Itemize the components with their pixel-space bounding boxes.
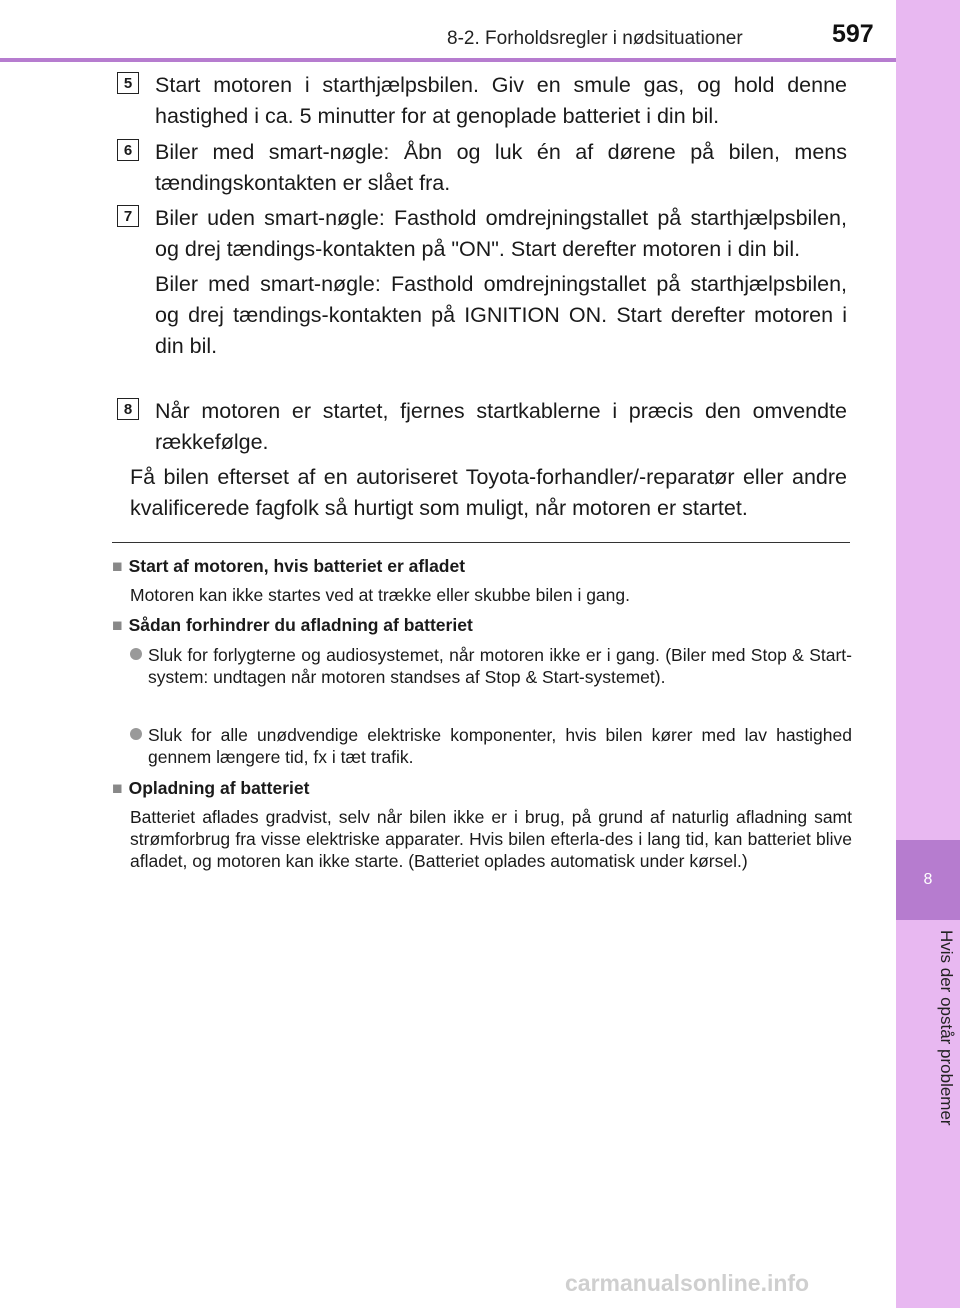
- step-7: [117, 203, 847, 362]
- note-heading: ■ Opladning af batteriet: [112, 778, 310, 798]
- step-subtext: Biler med smart-nøgle: Fasthold omdrejningstallet på starthjælpsbilen, og drej tændings-kontakten på IGNITION ON. Start derefter motoren i din bil.: [155, 272, 847, 358]
- chapter-title: Hvis der opstår problemer: [937, 930, 956, 1126]
- step-number: 5: [117, 72, 139, 94]
- square-bullet-icon: ■: [112, 778, 123, 798]
- square-bullet-icon: ■: [112, 556, 123, 576]
- step-5: [117, 70, 847, 132]
- note-body: Batteriet aflades gradvist, selv når bilen ikke er i brug, på grund af naturlig afladning samt strømforbrug fra visse elektriske apparater. Hvis bilen efterla-des i lang tid, kan batteriet blive afladet, og motoren kan ikke starte. (Batteriet oplades automatisk under kørsel.): [130, 807, 852, 871]
- circle-bullet-icon: [130, 648, 142, 660]
- step-text: Biler uden smart-nøgle: Fasthold omdrejningstallet på starthjælpsbilen, og drej tændings-kontakten på "ON". Start derefter motoren i din bil.: [155, 206, 847, 261]
- bullet-item: Sluk for forlygterne og audiosystemet, når motoren ikke er i gang. (Biler med Stop & Start-system: undtagen når motoren standses af Stop & Start-systemet).: [130, 644, 852, 688]
- circle-bullet-icon: [130, 728, 142, 740]
- bullet-item: Sluk for alle unødvendige elektriske komponenter, hvis bilen kører med lav hastighed gennem længere tid, fx i tæt trafik.: [130, 724, 852, 768]
- step-text: Biler med smart-nøgle: Åbn og luk én af dørene på bilen, mens tændingskontakten er slået fra.: [155, 140, 847, 195]
- note-body: Motoren kan ikke startes ved at trække eller skubbe bilen i gang.: [130, 585, 630, 605]
- step-number: 6: [117, 139, 139, 161]
- note-heading: ■ Start af motoren, hvis batteriet er afladet: [112, 556, 466, 576]
- step-text: Start motoren i starthjælpsbilen. Giv en smule gas, og hold denne hastighed i ca. 5 minutter for at genoplade batteriet i din bil.: [155, 73, 847, 128]
- watermark: carmanualsonline.info: [565, 1270, 810, 1296]
- step-number: 7: [117, 205, 139, 227]
- chapter-side-tab: [896, 0, 960, 1308]
- step-text: Når motoren er startet, fjernes startkablerne i præcis den omvendte rækkefølge.: [155, 399, 847, 454]
- chapter-number: 8: [896, 840, 960, 920]
- step-8: [117, 396, 847, 458]
- section-divider: [112, 542, 850, 543]
- step-6: [117, 137, 847, 199]
- note-heading: ■ Sådan forhindrer du afladning af batteriet: [112, 615, 473, 635]
- closing-paragraph: Få bilen efterset af en autoriseret Toyota-forhandler/-reparatør eller andre kvalificerede fagfolk så hurtigt som muligt, når motoren er startet.: [130, 465, 847, 520]
- header-rule: [0, 58, 896, 62]
- section-title: 8-2. Forholdsregler i nødsituationer: [447, 28, 743, 49]
- square-bullet-icon: ■: [112, 615, 123, 635]
- step-number: 8: [117, 398, 139, 420]
- page-number: 597: [832, 20, 874, 48]
